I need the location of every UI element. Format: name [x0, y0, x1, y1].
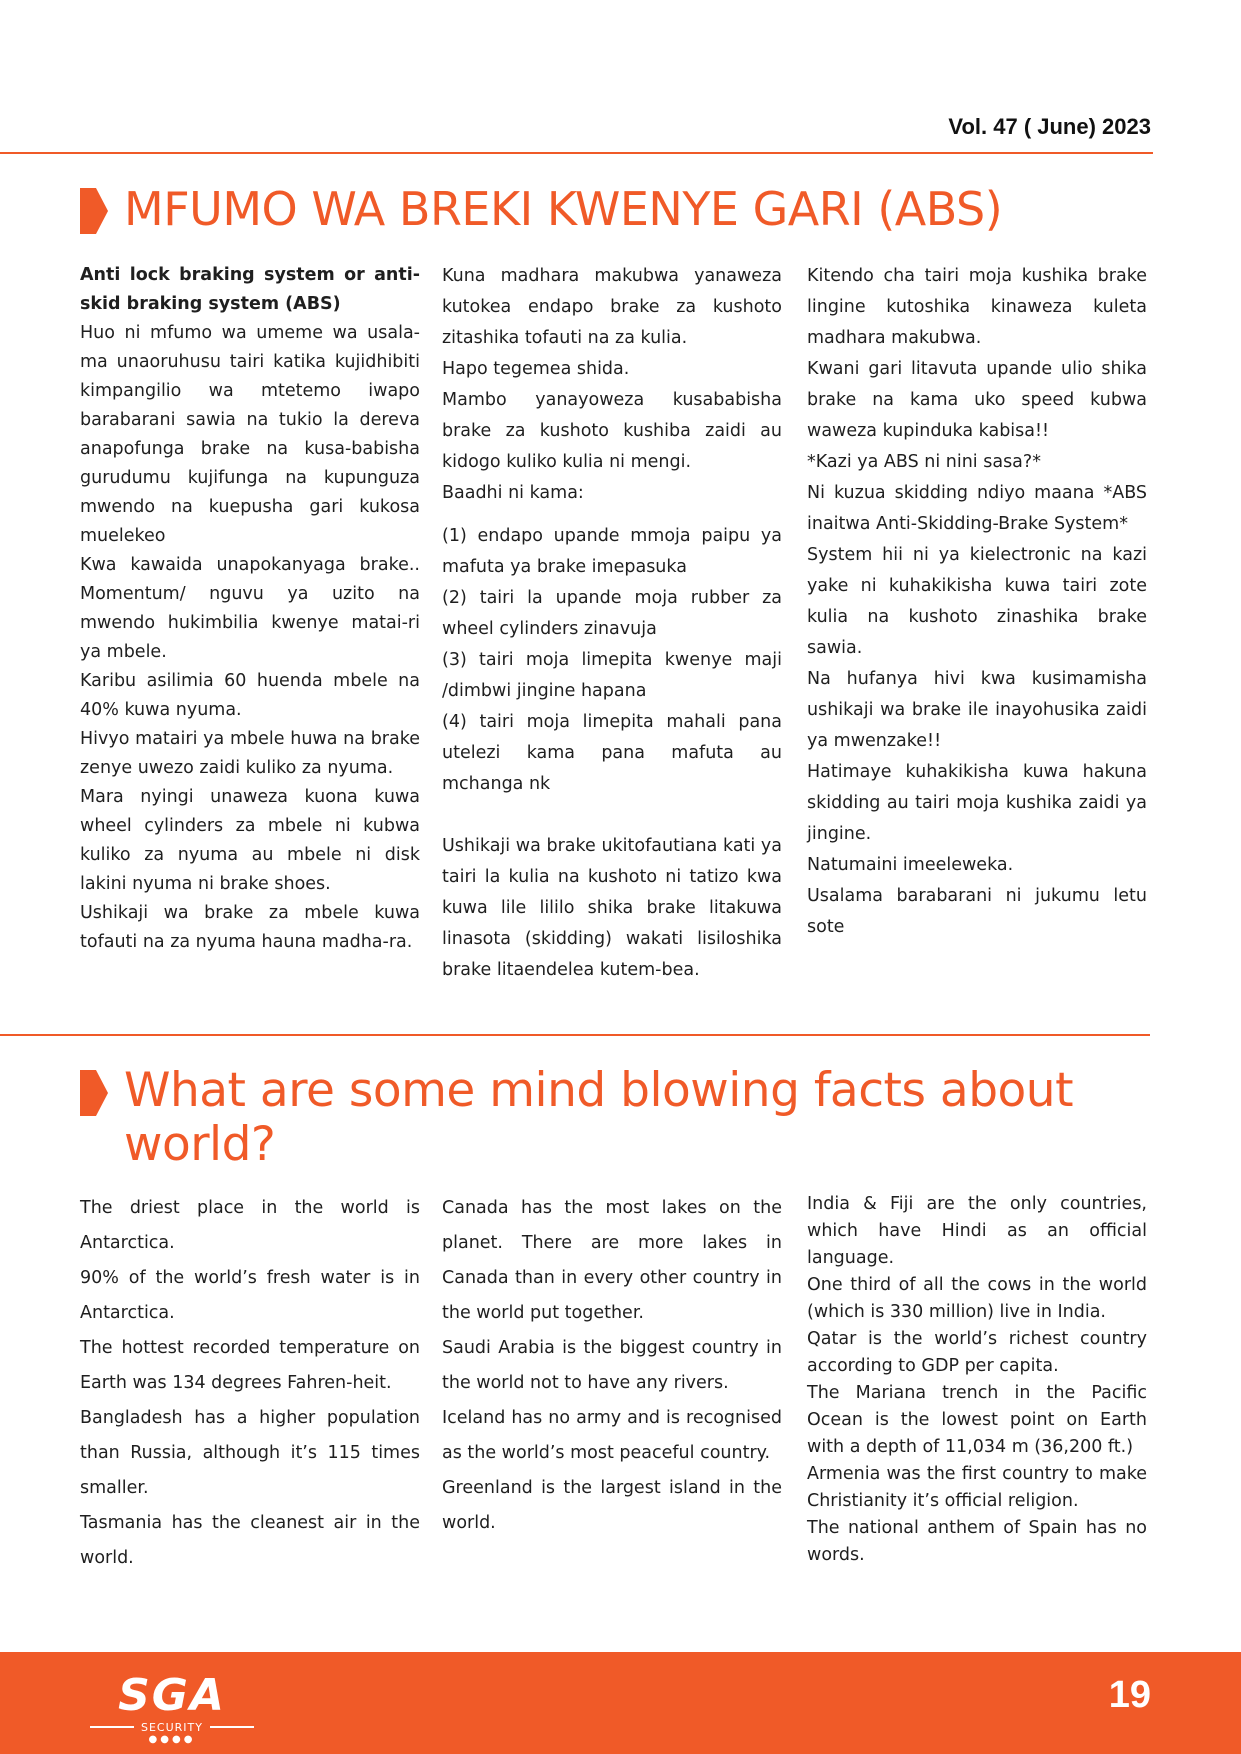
- paragraph: Kuna madhara makubwa yanaweza kutokea endapo brake za kushoto zitashika tofauti na za kulia.: [442, 266, 782, 348]
- paragraph: Hapo tegemea shida.: [442, 359, 630, 379]
- paragraph: Kitendo cha tairi moja kushika brake lingine kutoshika kinaweza kuleta madhara makubwa.: [807, 266, 1147, 348]
- list-item: (1) endapo upande mmoja paipu ya mafuta ya brake imepasuka: [442, 526, 782, 577]
- logo-line: [210, 1726, 254, 1728]
- paragraph: Hivyo matairi ya mbele huwa na brake zenye uwezo zaidi kuliko za nyuma.: [80, 729, 420, 778]
- fact-item: Canada has the most lakes on the planet. There are more lakes in Canada than in every other country in the world put together.: [442, 1198, 782, 1323]
- fact-item: The national anthem of Spain has no words.: [807, 1518, 1147, 1565]
- page-footer: [0, 1652, 1241, 1754]
- fact-item: The Mariana trench in the Pacific Ocean is the lowest point on Earth with a depth of 11,034 m (36,200 ft.): [807, 1383, 1147, 1457]
- paragraph: Ni kuzua skidding ndiyo maana *ABS inaitwa Anti-Skidding-Brake System*: [807, 483, 1147, 534]
- section-title: MFUMO WA BREKI KWENYE GARI (ABS): [124, 182, 1003, 236]
- facts-column-1: [80, 1191, 420, 1576]
- paragraph: Kwani gari litavuta upande ulio shika brake na kama uko speed kubwa waweza kupinduka kabisa!!: [807, 359, 1147, 441]
- logo-subtitle: SECURITY: [141, 1721, 203, 1734]
- paragraph: Karibu asilimia 60 huenda mbele na 40% kuwa nyuma.: [80, 671, 420, 720]
- article-column-3: [807, 261, 1147, 943]
- fact-item: The driest place in the world is Antarctica.: [80, 1198, 420, 1253]
- chevron-marker-icon: [80, 188, 108, 234]
- logo-dots: ●●●●: [148, 1734, 196, 1745]
- paragraph: Anti lock braking system or anti-skid braking system (ABS): [80, 265, 420, 314]
- list-item: (3) tairi moja limepita kwenye maji /dimbwi jingine hapana: [442, 650, 782, 701]
- paragraph: Ushikaji wa brake za mbele kuwa tofauti na za nyuma hauna madha-ra.: [80, 903, 420, 952]
- facts-column-3: [807, 1191, 1147, 1569]
- fact-item: Bangladesh has a higher population than Russia, although it’s 115 times smaller.: [80, 1408, 420, 1498]
- page-number: 19: [1108, 1674, 1151, 1716]
- paragraph: Ushikaji wa brake ukitofautiana kati ya tairi la kulia na kushoto ni tatizo kwa kuwa lile lililo shika brake litakuwa linasota (skidding) wakati lisiloshika brake litaendelea kutem-bea.: [442, 836, 782, 980]
- list-item: (4) tairi moja limepita mahali pana utelezi kama pana mafuta au mchanga nk: [442, 712, 782, 794]
- paragraph: Baadhi ni kama:: [442, 483, 584, 503]
- paragraph: Na hufanya hivi kwa kusimamisha ushikaji wa brake ile inayohusika zaidi ya mwenzake!!: [807, 669, 1147, 751]
- divider-top: [0, 152, 1153, 154]
- paragraph: Mambo yanayoweza kusababisha brake za kushoto kushiba zaidi au kidogo kuliko kulia ni mengi.: [442, 390, 782, 472]
- fact-item: One third of all the cows in the world (which is 330 million) live in India.: [807, 1275, 1147, 1322]
- spacer: [442, 800, 782, 831]
- paragraph: *Kazi ya ABS ni nini sasa?*: [807, 452, 1041, 472]
- section-heading: [80, 1064, 1140, 1172]
- facts-column-2: [442, 1191, 782, 1541]
- paragraph: Mara nyingi unaweza kuona kuwa wheel cylinders za mbele ni kubwa kuliko za nyuma au mbele ni disk lakini nyuma ni brake shoes.: [80, 787, 420, 894]
- fact-item: Saudi Arabia is the biggest country in the world not to have any rivers.: [442, 1338, 782, 1393]
- divider-middle: [0, 1034, 1150, 1036]
- paragraph: System hii ni ya kielectronic na kazi yake ni kuhakikisha kuwa tairi zote kulia na kushoto zinashika brake sawia.: [807, 545, 1147, 658]
- paragraph: Usalama barabarani ni jukumu letu sote: [807, 886, 1147, 937]
- fact-item: Greenland is the largest island in the world.: [442, 1478, 782, 1533]
- volume-label: Vol. 47 ( June) 2023: [948, 114, 1151, 139]
- fact-item: India & Fiji are the only countries, which have Hindi as an official language.: [807, 1194, 1147, 1268]
- fact-item: Tasmania has the cleanest air in the world.: [80, 1513, 420, 1568]
- fact-item: Qatar is the world’s richest country according to GDP per capita.: [807, 1329, 1147, 1376]
- article-column-2: [442, 261, 782, 986]
- paragraph: Natumaini imeeleweka.: [807, 855, 1014, 875]
- spacer: [442, 509, 782, 521]
- chevron-marker-icon: [80, 1070, 108, 1116]
- fact-item: The hottest recorded temperature on Earth was 134 degrees Fahren-heit.: [80, 1338, 420, 1393]
- logo-wordmark: SGA: [118, 1670, 226, 1721]
- section-title: What are some mind blowing facts about world?: [124, 1063, 1074, 1172]
- paragraph: Huo ni mfumo wa umeme wa usala-ma unaoruhusu tairi katika kujidhibiti kimpangilio wa mtetemo iwapo barabarani sawia na tukio la dereva anapofunga brake na kusa-babisha gurudumu kujifunga na kupunguza mwendo na kuepusha gari kukosa muelekeo: [80, 323, 420, 546]
- article-column-1: [80, 261, 420, 957]
- paragraph: Hatimaye kuhakikisha kuwa hakuna skidding au tairi moja kushika zaidi ya jingine.: [807, 762, 1147, 844]
- section-heading: [80, 182, 1002, 236]
- fact-item: Iceland has no army and is recognised as the world’s most peaceful country.: [442, 1408, 782, 1463]
- paragraph: Kwa kawaida unapokanyaga brake.. Momentum/ nguvu ya uzito na mwendo hukimbilia kwenye matai-ri ya mbele.: [80, 555, 420, 662]
- list-item: (2) tairi la upande moja rubber za wheel cylinders zinavuja: [442, 588, 782, 639]
- fact-item: 90% of the world’s fresh water is in Antarctica.: [80, 1268, 420, 1323]
- sga-security-logo: [84, 1672, 260, 1744]
- fact-item: Armenia was the first country to make Christianity it’s official religion.: [807, 1464, 1147, 1511]
